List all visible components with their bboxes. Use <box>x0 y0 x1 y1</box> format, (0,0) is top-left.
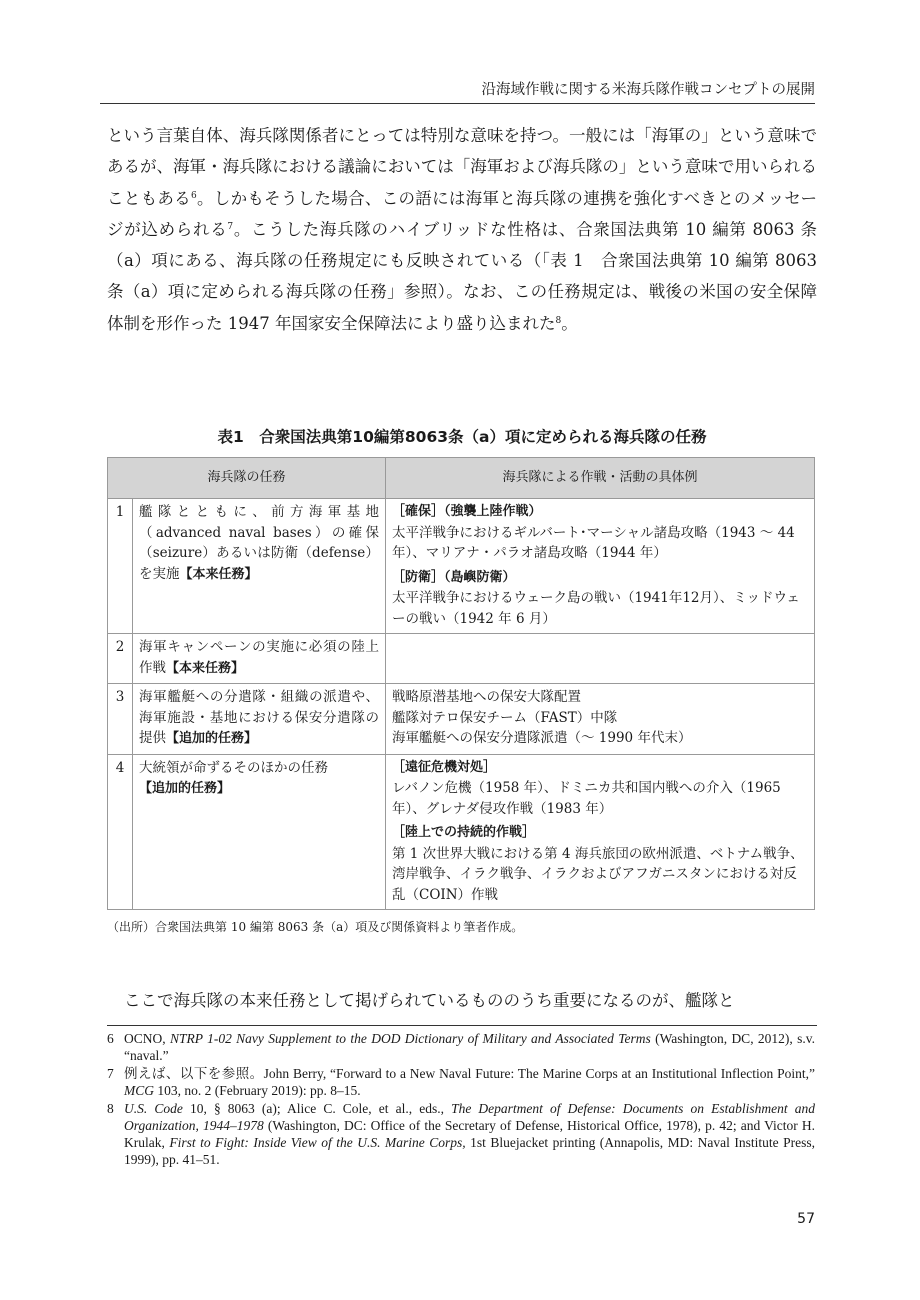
footnote-italic: First to Fight: Inside View of the U.S. Marine Corps, <box>169 1135 466 1150</box>
task-text: 艦隊とともに、前方海軍基地（advanced naval bases）の確保（seizure）あるいは防衛（defense）を実施 <box>139 504 379 582</box>
example-heading: ［陸上での持続的作戦］ <box>392 825 536 840</box>
task-tag: 【本来任務】 <box>179 566 258 582</box>
example-heading: ［遠征危機対処］ <box>392 759 497 775</box>
footnote-text <box>124 1100 815 1168</box>
table-row <box>108 634 815 684</box>
table-title: 表1 合衆国法典第10編第8063条（a）項に定められる海兵隊の任務 <box>217 428 707 446</box>
footnote-segment: (Washington, DC, 2012), s.v. “naval.” <box>124 1031 815 1063</box>
task-tag: 【追加的任務】 <box>139 781 231 796</box>
body-text-segment: 。こうした海兵隊のハイブリッドな性格は、合衆国法典第 10 編第 8063 条（a）項にある、海兵隊の任務規定にも反映されている（「表 1 合衆国法典第 10 編第 8063 条（a）項に定められる海兵隊の任務」参照）。なお、この任務規定は、戦後の米国の安全保障体制を形作った 1947 年国家安全保障法により盛り込まれた <box>107 219 817 333</box>
running-header: 沿海域作戦に関する米海兵隊作戦コンセプトの展開 <box>481 82 815 98</box>
body-text-segment: 。しかもそうした場合、この語には海軍と海兵隊の連携を強化すべきとのメッセージが込められる <box>107 188 818 239</box>
table-source-note: （出所）合衆国法典第 10 編第 8063 条（a）項及び関係資料より筆者作成。 <box>107 920 524 934</box>
table-row <box>108 499 815 634</box>
footnote-segment: 例えば、以下を参照。John Berry, “Forward to a New Naval Future: The Marine Corps at an Institutional Inflection Point,” <box>124 1066 815 1081</box>
footnote-italic: NTRP 1-02 Navy Supplement to the DOD Dictionary of Military and Associated Terms <box>169 1031 651 1046</box>
example-line: 艦隊対テロ保安チーム（FAST）中隊 <box>392 709 618 726</box>
footnote <box>107 1100 815 1168</box>
table-row <box>108 754 815 910</box>
task-tag: 【追加的任務】 <box>166 731 258 746</box>
example-body: レバノン危機（1958 年）、ドミニカ共和国内戦への介入（1965 年）、グレナダ侵攻作戦（1983 年） <box>392 780 781 817</box>
task-text: 海軍キャンペーンの実施に必須の陸上作戦 <box>139 639 379 676</box>
footnote-ref[interactable]: 7 <box>227 221 234 232</box>
footnote-italic: U.S. Code <box>124 1101 183 1116</box>
header-examples: 海兵隊による作戦・活動の具体例 <box>386 458 815 499</box>
example-line: 海軍艦艇への保安分遣隊派遣（～ 1990 年代末） <box>392 730 692 746</box>
task-tag: 【本来任務】 <box>166 660 245 676</box>
footnote <box>107 1030 815 1064</box>
footnote-number: 7 <box>107 1066 114 1081</box>
footnote-number: 8 <box>107 1101 114 1116</box>
row-number: 3 <box>108 684 133 755</box>
footnote-ref[interactable]: 8 <box>555 315 562 326</box>
example-heading: ［確保］（強襲上陸作戦） <box>392 504 542 519</box>
example-line: 戦略原潜基地への保安大隊配置 <box>392 689 581 705</box>
row-number: 4 <box>108 754 133 910</box>
footnote-segment: 10, § 8063 (a); Alice C. Cole, et al., eds., <box>182 1101 452 1116</box>
row-number: 1 <box>108 499 133 634</box>
footnote <box>107 1065 815 1099</box>
example-body: 太平洋戦争におけるギルバート･マーシャル諸島攻略（1943 ～ 44 年）、マリアナ・パラオ諸島攻略（1944 年） <box>392 524 795 561</box>
footnotes <box>107 1030 815 1169</box>
mission-table <box>107 457 815 910</box>
body-paragraph <box>107 120 817 339</box>
task-cell <box>133 754 386 910</box>
footnote-text <box>124 1030 815 1064</box>
row-number: 2 <box>108 634 133 684</box>
footnote-ref[interactable]: 6 <box>190 190 197 201</box>
task-cell <box>133 499 386 634</box>
example-body: 第 1 次世界大戦における第 4 海兵旅団の欧州派遣、ベトナム戦争、湾岸戦争、イラク戦争、イラクおよびアフガニスタンにおける対反乱（COIN）作戦 <box>392 845 804 903</box>
footnote-segment: (Washington, DC: Office of the Secretary of Defense, Historical Office, 1978), p. 42; and Victor H. Krulak, <box>124 1118 815 1150</box>
page-number: 57 <box>797 1211 815 1227</box>
continued-paragraph: ここで海兵隊の本来任務として掲げられているもののうち重要になるのが、艦隊と <box>124 991 735 1010</box>
header-task: 海兵隊の任務 <box>108 458 386 499</box>
footnote-text <box>124 1065 815 1099</box>
examples-cell <box>386 499 815 634</box>
task-cell <box>133 634 386 684</box>
examples-cell <box>386 634 815 684</box>
footnote-number: 6 <box>107 1031 114 1046</box>
task-cell <box>133 684 386 755</box>
task-text: 大統領が命ずるそのほかの任務 <box>139 759 328 776</box>
body-text-segment: 。 <box>561 313 578 333</box>
example-body: 太平洋戦争におけるウェーク島の戦い（1941年12月）、ミッドウェーの戦い（1942 年 6 月） <box>392 590 800 627</box>
footnote-segment: OCNO, <box>124 1031 170 1046</box>
table-header-row <box>108 458 815 499</box>
footnote-rule <box>107 1025 817 1026</box>
examples-cell <box>386 754 815 910</box>
body-text-segment: という言葉自体、海兵隊関係者にとっては特別な意味を持つ。一般には「海軍の」という意味であるが、海軍・海兵隊における議論においては「海軍および海兵隊の」という意味で用いられることもある <box>107 126 817 208</box>
footnote-italic: MCG <box>124 1083 154 1098</box>
table-row <box>108 684 815 755</box>
example-heading: ［防衛］（島嶼防衛） <box>392 569 516 585</box>
footnote-segment: 1st Bluejacket printing (Annapolis, MD: Naval Institute Press, 1999), pp. 41–51. <box>124 1135 815 1167</box>
examples-cell <box>386 684 815 755</box>
footnote-segment: 103, no. 2 (February 2019): pp. 8–15. <box>154 1083 361 1098</box>
footnote-italic: The Department of Defense: Documents on Establishment and Organization, 1944–1978 <box>124 1101 815 1133</box>
header-rule <box>100 103 815 104</box>
task-text: 海軍艦艇への分遣隊・組織の派遣や、海軍施設・基地における保安分遣隊の提供 <box>139 689 379 746</box>
